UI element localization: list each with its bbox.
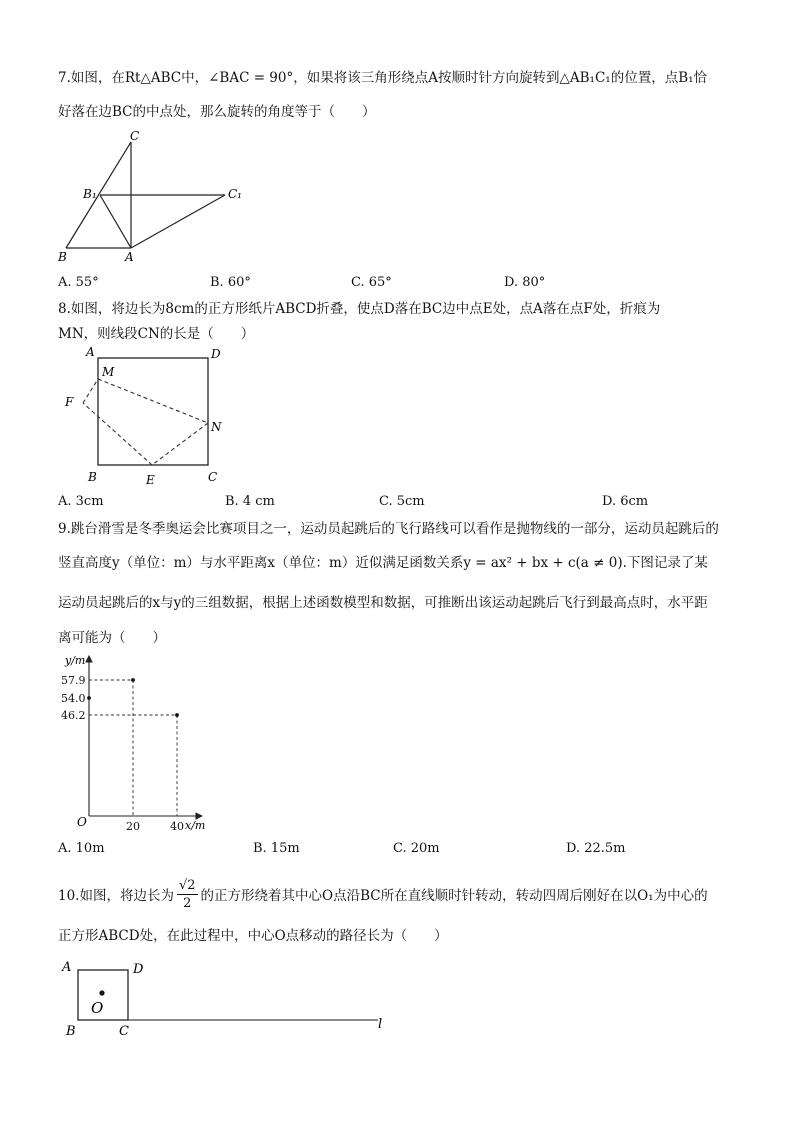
q9-data-point-1 [87, 696, 91, 700]
q10-fraction [177, 877, 198, 912]
q8-fold-MN [98, 379, 208, 423]
q10-text-part1: 10.如图，将边长为 [58, 888, 174, 904]
q9-data-point-3 [175, 713, 179, 717]
q9-text-line2: 竖直高度y（单位：m）与水平距离x（单位：m）近似满足函数关系y = ax² + bx + c(a ≠ 0).下图记录了某 [58, 555, 708, 571]
q7-label-B1: B₁ [83, 187, 97, 201]
q8-label-D: D [211, 347, 221, 361]
q8-text-line2: MN，则线段CN的长是（ ） [58, 326, 255, 342]
q8-label-F: F [65, 395, 74, 409]
q7-text-line1: 7.如图，在Rt△ABC中，∠BAC = 90°，如果将该三角形绕点A按顺时针方向旋转到△AB₁C₁的位置，点B₁恰 [58, 70, 708, 86]
q10-label-D: D [133, 962, 144, 977]
q10-figure [58, 955, 398, 1045]
q9-x-axis-label: x/m [185, 819, 206, 832]
q9-text-line4: 离可能为（ ） [58, 630, 166, 646]
q9-y-tick-1: 57.9 [61, 674, 86, 687]
q7-option-a: A. 55° [58, 275, 99, 290]
q10-label-B: B [66, 1024, 76, 1039]
q9-option-b: B. 15m [253, 841, 300, 856]
q8-seg-EF [83, 403, 152, 465]
q8-text-line1: 8.如图，将边长为8cm的正方形纸片ABCD折叠，使点D落在BC边中点E处，点A落在点F处，折痕为 [58, 301, 661, 317]
q8-option-a: A. 3cm [58, 494, 104, 509]
q9-x-tick-1: 20 [126, 820, 140, 833]
q9-y-tick-3: 46.2 [61, 709, 86, 722]
q7-seg-AC1 [131, 195, 225, 248]
q10-fraction-numerator: √2 [178, 877, 196, 893]
q9-data-point-2 [131, 678, 135, 682]
q7-label-A: A [125, 250, 134, 264]
q8-option-c: C. 5cm [379, 494, 425, 509]
q9-option-d: D. 22.5m [566, 841, 626, 856]
q9-x-tick-2: 40 [170, 820, 184, 833]
q8-label-A: A [86, 345, 95, 359]
q7-option-d: D. 80° [504, 275, 546, 290]
q10-label-C: C [119, 1024, 129, 1039]
q8-label-B: B [88, 470, 97, 484]
q10-label-A: A [62, 960, 72, 975]
q8-seg-FM [83, 379, 98, 403]
q8-square [98, 358, 208, 465]
q7-option-c: C. 65° [351, 275, 392, 290]
q10-fraction-denominator: 2 [183, 895, 192, 911]
q10-text-part2: 的正方形绕着其中心O点沿BC所在直线顺时针转动，转动四周后刚好在以O₁为中心的 [200, 888, 708, 904]
q9-y-axis-label: y/m [65, 654, 86, 667]
q10-text-line2: 正方形ABCD处，在此过程中，中心O点移动的路径长为（ ） [58, 928, 448, 944]
q10-label-l: l [378, 1017, 383, 1032]
q7-label-B: B [58, 250, 67, 264]
q8-label-N: N [211, 420, 222, 434]
q9-text-line3: 运动员起跳后的x与y的三组数据，根据上述函数模型和数据，可推断出该运动起跳后飞行到最高点时，水平距 [58, 595, 708, 611]
q8-option-d: D. 6cm [602, 494, 649, 509]
q7-label-C1: C₁ [228, 187, 242, 201]
q9-option-c: C. 20m [393, 841, 440, 856]
q9-text-line1: 9.跳台滑雪是冬季奥运会比赛项目之一，运动员起跳后的飞行路线可以看作是抛物线的一部分，运动员起跳后的 [58, 521, 719, 537]
q8-figure [58, 343, 238, 491]
q9-y-tick-2: 54.0 [61, 692, 86, 705]
q9-option-a: A. 10m [58, 841, 105, 856]
q7-text-line2: 好落在边BC的中点处，那么旋转的角度等于（ ） [58, 104, 376, 120]
q8-label-E: E [146, 473, 155, 487]
q8-label-C: C [208, 470, 218, 484]
q9-chart [55, 650, 215, 836]
q8-seg-NE [152, 423, 208, 465]
q7-figure [55, 128, 255, 268]
q8-option-b: B. 4 cm [225, 494, 275, 509]
q9-origin-label: O [77, 815, 87, 829]
q10-label-O: O [91, 999, 104, 1017]
q7-seg-AB1 [100, 195, 131, 248]
q10-text-line1 [58, 872, 708, 916]
q7-option-b: B. 60° [210, 275, 251, 290]
q7-label-C: C [130, 129, 140, 143]
q8-label-M: M [102, 365, 115, 379]
q10-center-point [99, 990, 104, 995]
